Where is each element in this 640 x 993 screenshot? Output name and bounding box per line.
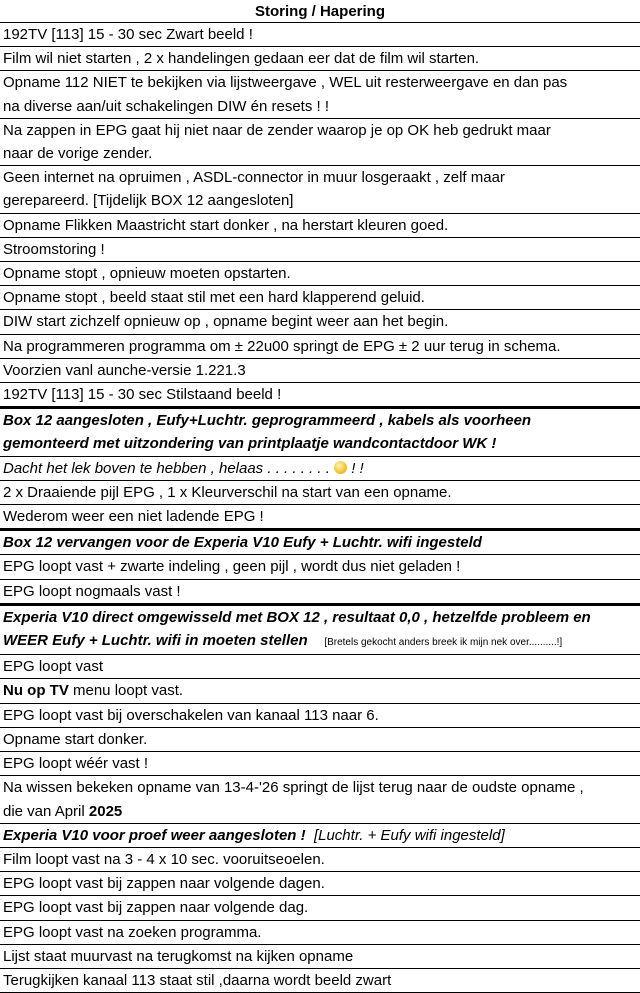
log-row: Opname 112 NIET te bekijken via lijstweergave , WEL uit resterweergave en dan pas xyxy=(3,74,568,92)
log-row: EPG loopt vast xyxy=(0,655,640,679)
log-row: Box 12 vervangen voor de Experia V10 Eufy + Luchtr. wifi ingesteld xyxy=(0,529,640,555)
log-row: EPG loopt nogmaals vast ! xyxy=(0,580,640,604)
log-row: Opname stopt , beeld staat stil met een hard klapperend geluid. xyxy=(0,286,640,310)
page-title: Storing / Hapering xyxy=(0,0,640,23)
log-row: na diverse aan/uit schakelingen DIW én resets ! ! xyxy=(0,95,640,119)
log-row: Geen internet na opruimen , ASDL-connector in muur losgeraakt , zelf maar xyxy=(3,169,505,187)
log-row: die van April 2025 xyxy=(0,800,640,824)
log-row: Opname stopt , opnieuw moeten opstarten. xyxy=(0,262,640,286)
log-row: 2 x Draaiende pijl EPG , 1 x Kleurverschil na start van een opname. xyxy=(0,481,640,505)
log-row: gerepareerd. [Tijdelijk BOX 12 aangesloten] xyxy=(0,189,640,213)
log-row: Stroomstoring ! xyxy=(0,238,640,262)
log-row: DIW start zichzelf opnieuw op , opname begint weer aan het begin. xyxy=(0,310,640,334)
log-row: Lijst staat muurvast na terugkomst na kijken opname xyxy=(0,945,640,969)
log-row: EPG loopt vast bij zappen naar volgende dag. xyxy=(0,896,640,920)
log-row: EPG loopt vast bij overschakelen van kanaal 113 naar 6. xyxy=(0,704,640,728)
log-row: Box 12 aangesloten , Eufy+Luchtr. geprogrammeerd , kabels als voorheen xyxy=(0,407,640,432)
log-row: Terugkijken kanaal 113 staat stil ,daarna wordt beeld zwart xyxy=(0,969,640,993)
log-row: Wederom weer een niet ladende EPG ! xyxy=(0,505,640,529)
log-row: 192TV [113] 15 - 30 sec Stilstaand beeld ! xyxy=(0,383,640,407)
log-row: Na zappen in EPG gaat hij niet naar de zender waarop je op OK heb gedrukt maar xyxy=(3,121,551,139)
log-row: 192TV [113] 15 - 30 sec Zwart beeld ! xyxy=(0,23,640,47)
log-row: Film loopt vast na 3 - 4 x 10 sec. vooruitseoelen. xyxy=(0,848,640,872)
log-row: naar de vorige zender. xyxy=(0,142,640,166)
log-row: Voorzien vanl aunche-versie 1.221.3 xyxy=(0,359,640,383)
log-row: EPG loopt wéér vast ! xyxy=(0,752,640,776)
log-row: gemonteerd met uitzondering van printplaatje wandcontactdoor WK ! xyxy=(0,432,640,456)
log-row: Opname start donker. xyxy=(0,728,640,752)
log-row: Experia V10 voor proef weer aangesloten ! [Luchtr. + Eufy wifi ingesteld] xyxy=(0,824,640,848)
log-row: Film wil niet starten , 2 x handelingen gedaan eer dat de film wil starten. xyxy=(0,47,640,71)
log-row: EPG loopt vast bij zappen naar volgende dagen. xyxy=(0,872,640,896)
log-row: Na wissen bekeken opname van 13-4-'26 springt de lijst terug naar de oudste opname , xyxy=(3,779,584,797)
log-row: Na programmeren programma om ± 22u00 springt de EPG ± 2 uur terug in schema. xyxy=(0,335,640,359)
log-row: Nu op TV menu loopt vast. xyxy=(0,679,640,703)
log-row: Dacht het lek boven te hebben , helaas . . . . . . . . ! ! xyxy=(0,457,640,481)
log-row: EPG loopt vast + zwarte indeling , geen pijl , wordt dus niet geladen ! xyxy=(0,555,640,579)
log-row: Experia V10 direct omgewisseld met BOX 12 , resultaat 0,0 , hetzelfde probleem en xyxy=(0,604,640,629)
log-row: WEER Eufy + Luchtr. wifi in moeten stellen [Bretels gekocht anders breek ik mijn nek over..........!] xyxy=(0,629,640,655)
smiley-icon xyxy=(334,461,347,474)
log-row: Opname Flikken Maastricht start donker , na herstart kleuren goed. xyxy=(0,214,640,238)
log-row: EPG loopt vast na zoeken programma. xyxy=(0,921,640,945)
